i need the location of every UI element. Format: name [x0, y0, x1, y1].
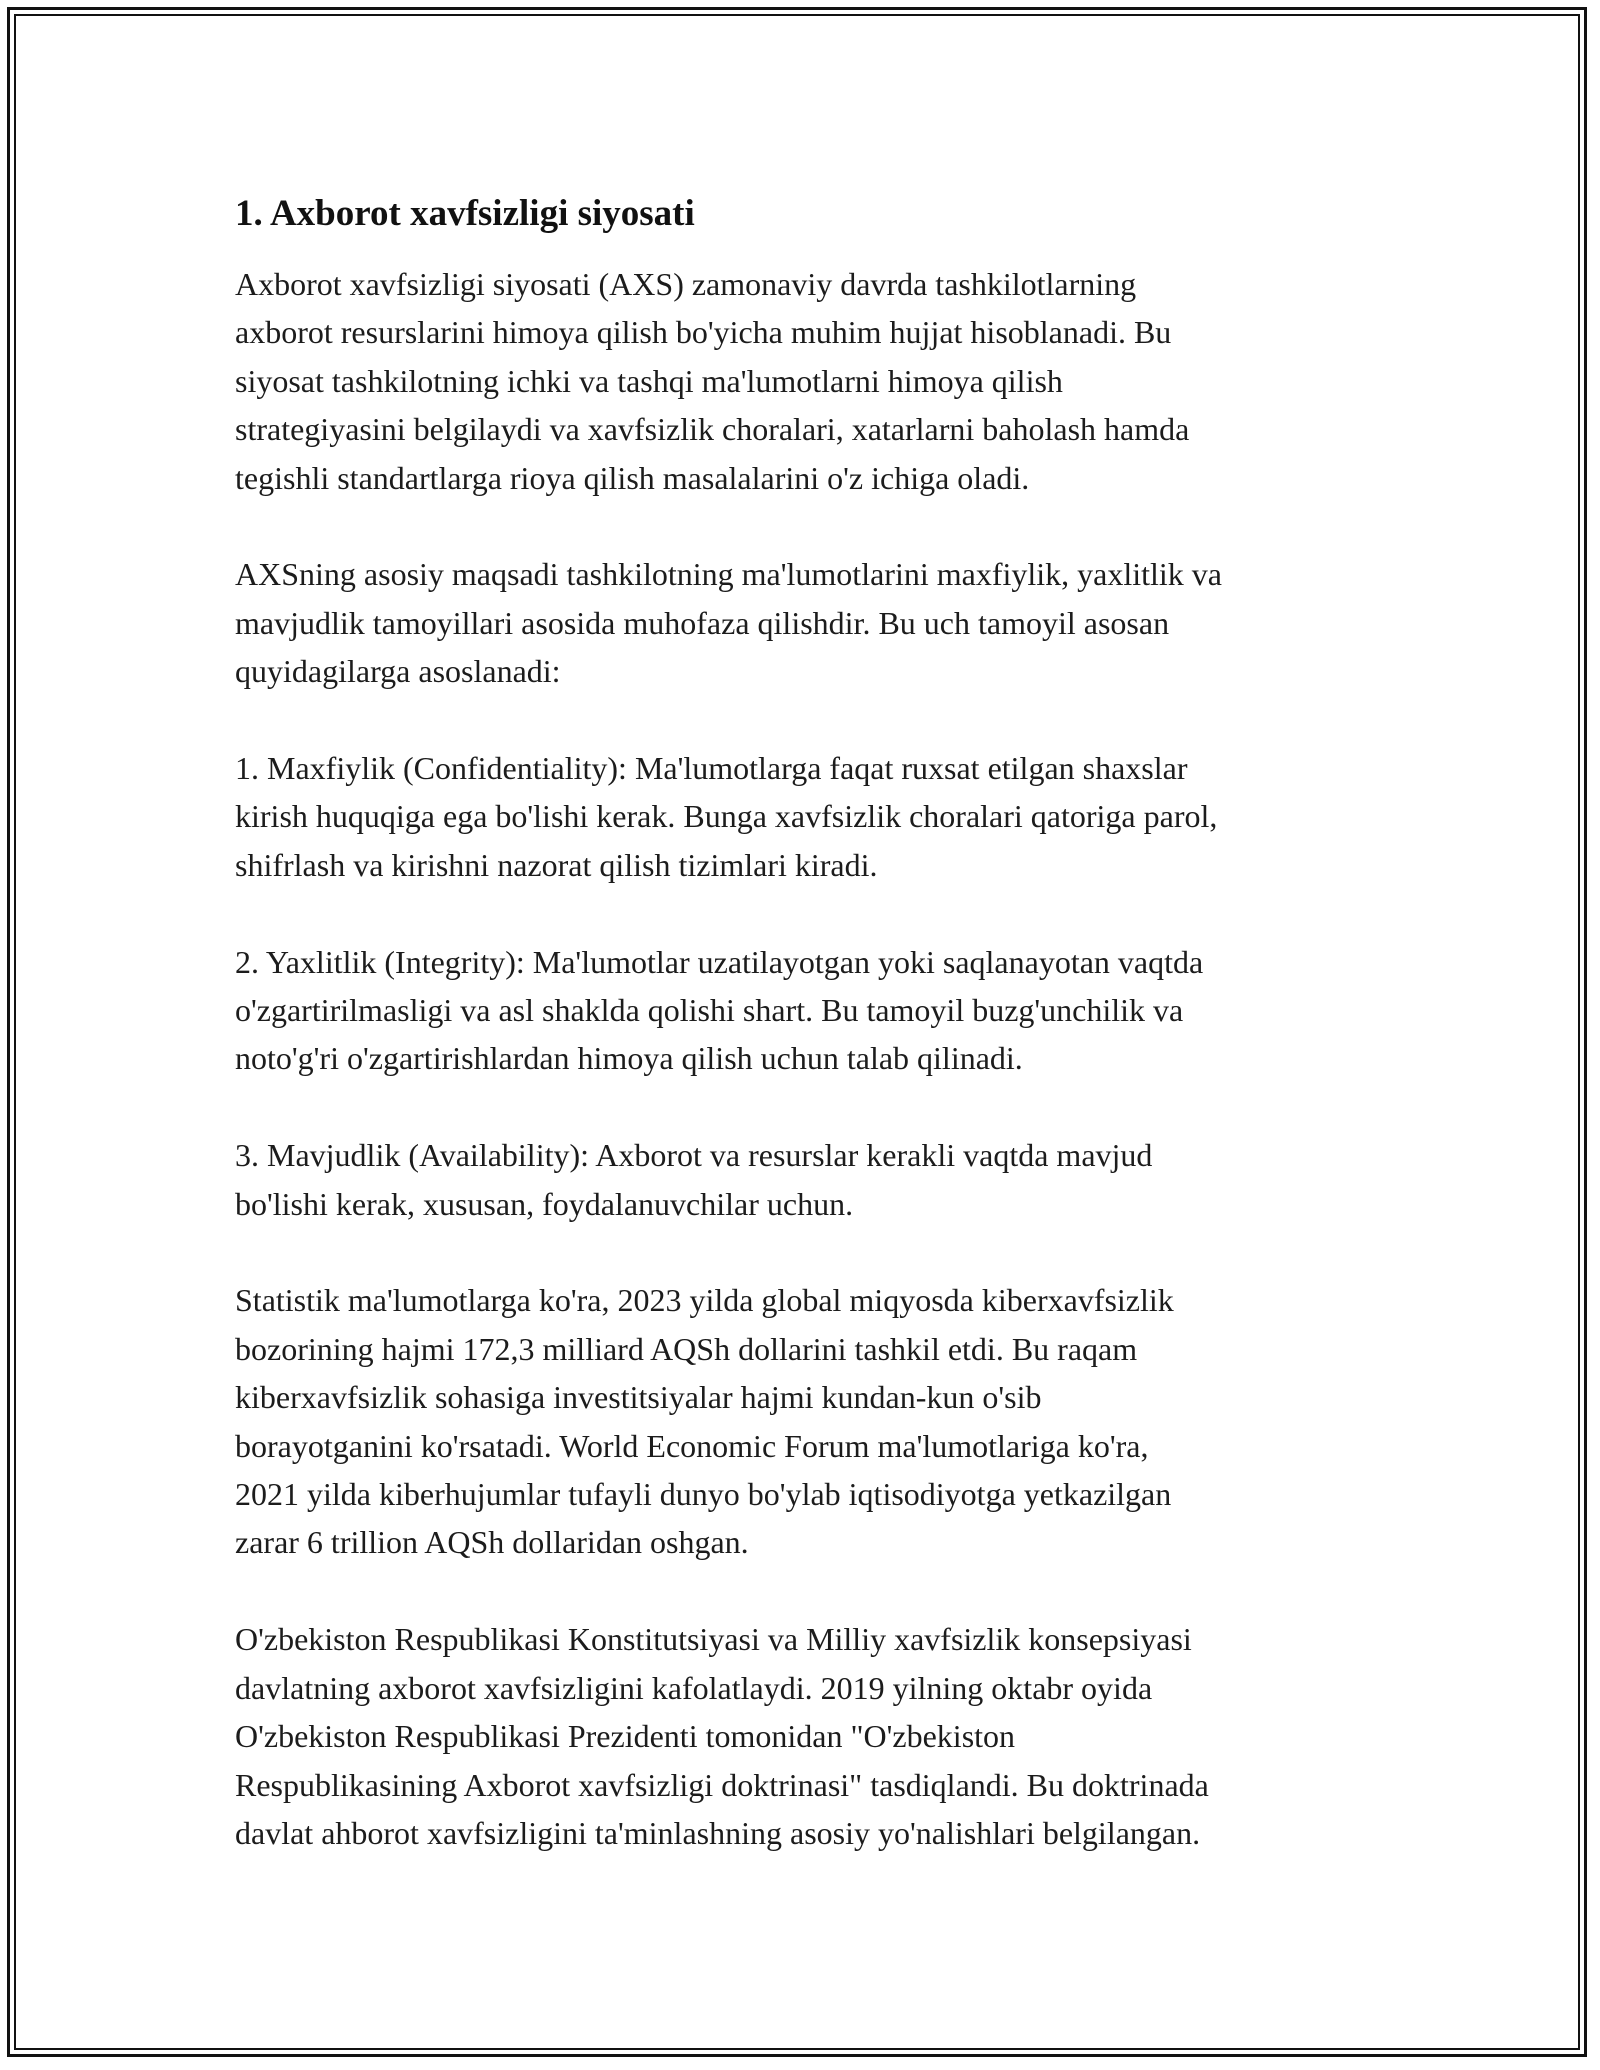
- paragraph-confidentiality: 1. Maxfiylik (Confidentiality): Ma'lumotlarga faqat ruxsat etilgan shaxslar kirish huquqiga ega bo'lishi kerak. Bunga xavfsizlik choralari qatoriga parol, shifrlash va kirishni nazorat qilish tizimlari kiradi.: [235, 750, 1218, 883]
- section-heading: 1. Axborot xavfsizligi siyosati: [235, 193, 695, 234]
- paragraph-uzbekistan-doctrine: O'zbekiston Respublikasi Konstitutsiyasi va Milliy xavfsizlik konsepsiyasi davlatning axborot xavfsizligini kafolatlaydi. 2019 yilning oktabr oyida O'zbekiston Respublikasi Prezidenti tomonidan "O'zbekiston Respublikasining Axborot xavfsizligi doktrinasi" tasdiqlandi. Bu doktrinada davlat ahborot xavfsizligini ta'minlashning asosiy yo'nalishlari belgilangan.: [235, 1621, 1209, 1851]
- document-body: [235, 190, 1385, 1906]
- paragraph-main-goal: AXSning asosiy maqsadi tashkilotning ma'lumotlarini maxfiylik, yaxlitlik va mavjudlik tamoyillari asosida muhofaza qilishdir. Bu uch tamoyil asosan quyidagilarga asoslanadi:: [235, 556, 1222, 690]
- paragraph-intro: Axborot xavfsizligi siyosati (AXS) zamonaviy davrda tashkilotlarning axborot resurslarini himoya qilish bo'yicha muhim hujjat hisoblanadi. Bu siyosat tashkilotning ichki va tashqi ma'lumotlarni himoya qilish strategiyasini belgilaydi va xavfsizlik choralari, xatarlarni baholash hamda tegishli standartlarga rioya qilish masalalarini o'z ichiga oladi.: [235, 266, 1190, 496]
- paragraph-statistics: Statistik ma'lumotlarga ko'ra, 2023 yilda global miqyosda kiberxavfsizlik bozorining hajmi 172,3 milliard AQSh dollarini tashkil etdi. Bu raqam kiberxavfsizlik sohasiga investitsiyalar hajmi kundan-kun o'sib borayotganini ko'rsatadi. World Economic Forum ma'lumotlariga ko'ra, 2021 yilda kiberhujumlar tufayli dunyo bo'ylab iqtisodiyotga yetkazilgan zarar 6 trillion AQSh dollaridan oshgan.: [235, 1282, 1174, 1561]
- paragraph-availability: 3. Mavjudlik (Availability): Axborot va resurslar kerakli vaqtda mavjud bo'lishi kerak, xususan, foydalanuvchilar uchun.: [235, 1137, 1153, 1222]
- paragraph-integrity: 2. Yaxlitlik (Integrity): Ma'lumotlar uzatilayotgan yoki saqlanayotan vaqtda o'zgartirilmasligi va asl shaklda qolishi shart. Bu tamoyil buzg'unchilik va noto'g'ri o'zgartirishlardan himoya qilish uchun talab qilinadi.: [235, 943, 1204, 1077]
